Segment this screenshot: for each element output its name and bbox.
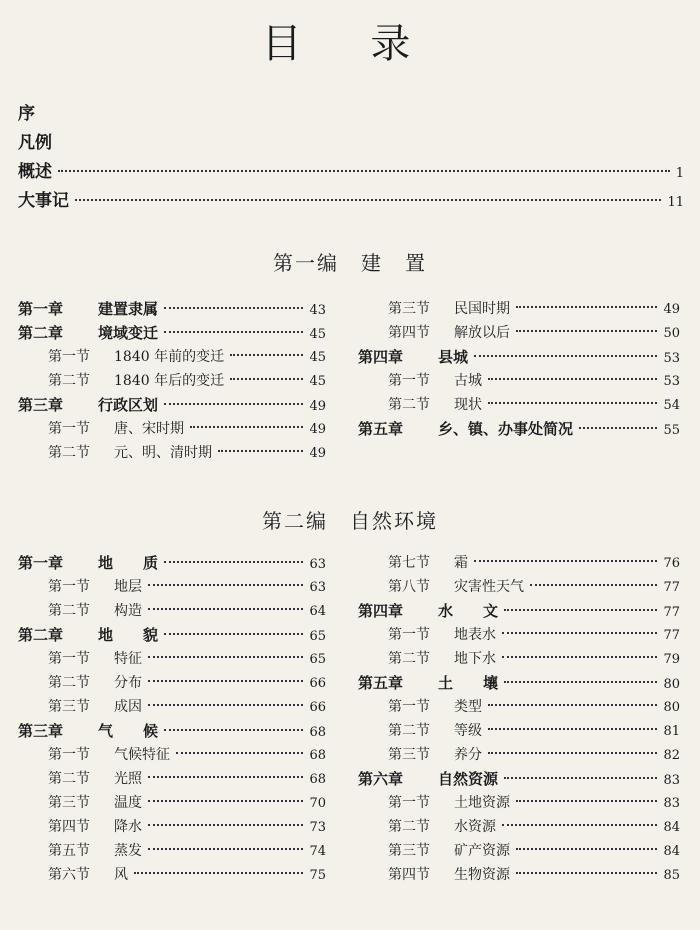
entry-label: 建置隶属 [98,300,159,318]
section-number: 第二节 [388,819,430,835]
section-number: 第四节 [388,867,430,883]
entry-label: 分布 [114,675,142,691]
entry-label: 自然资源 [438,770,499,788]
entry-label: 特征 [114,651,142,667]
page-number: 74 [309,844,326,859]
chapter-entry [358,345,680,369]
page-number: 53 [663,351,680,366]
leader-dots [148,848,303,850]
section-entry [18,671,326,695]
chapter-number: 第三章 [18,722,64,740]
leader-dots [516,872,657,874]
chapter-entry [358,599,680,623]
page-number: 83 [663,796,680,811]
section-entry [358,297,680,321]
page-number: 82 [663,748,680,763]
section-number: 第一节 [48,421,90,437]
section-number: 第二节 [388,397,430,413]
section-number: 第二节 [388,723,430,739]
page-number: 64 [309,604,326,619]
leader-dots [504,777,657,779]
section-number: 第四节 [48,819,90,835]
page-number: 63 [309,557,326,572]
section-number: 第一节 [48,651,90,667]
section-number: 第一节 [388,627,430,643]
leader-dots [148,800,303,802]
entry-label: 养分 [454,747,482,763]
page-number: 85 [663,868,680,883]
entry-label: 乡、镇、办事处简况 [438,420,574,438]
leader-dots [488,728,657,730]
page-number: 65 [309,629,326,644]
leader-dots [504,609,657,611]
section-number: 第一节 [388,699,430,715]
entry-label: 风 [114,867,128,883]
section-entry [18,441,326,465]
leader-dots [502,824,657,826]
leader-dots [516,330,657,332]
entry-label: 序 [18,104,35,124]
section-number: 第三节 [388,843,430,859]
entry-label: 元、明、清时期 [114,445,212,461]
page-number: 76 [663,556,680,571]
chapter-entry [18,297,326,321]
leader-dots [148,656,303,658]
page-number: 43 [309,303,326,318]
page-number: 49 [309,399,326,414]
part1-left-column [18,297,326,465]
entry-label: 土 壤 [438,674,499,692]
section-number: 第二节 [388,651,430,667]
section-entry [358,839,680,863]
section-entry [18,815,326,839]
entry-label: 行政区划 [98,396,159,414]
leader-dots [516,306,657,308]
entry-label: 矿产资源 [454,843,510,859]
section-number: 第一节 [388,795,430,811]
entry-label: 降水 [114,819,142,835]
leader-dots [218,450,303,452]
chapter-entry [18,321,326,345]
chapter-entry [18,551,326,575]
leader-dots [148,584,303,586]
leader-dots [502,632,657,634]
leader-dots [474,560,657,562]
chapter-entry [358,767,680,791]
section-number: 第三节 [48,699,90,715]
entry-label: 凡例 [18,133,52,153]
leader-dots [148,704,303,706]
section-number: 第二节 [48,771,90,787]
chapter-number: 第二章 [18,626,64,644]
part2-left-column [18,551,326,887]
chapter-number: 第一章 [18,300,64,318]
entry-label: 境域变迁 [98,324,159,342]
page-number: 49 [309,446,326,461]
chapter-entry [358,417,680,441]
chapter-number: 第三章 [18,396,64,414]
page-number: 80 [663,700,680,715]
entry-label: 地 质 [98,554,159,572]
toc-entry [18,187,684,216]
section-entry [18,695,326,719]
entry-label: 古城 [454,373,482,389]
section-entry [358,551,680,575]
section-entry [18,345,326,369]
entry-label: 成因 [114,699,142,715]
entry-label: 大事记 [18,191,69,211]
page-number: 68 [309,772,326,787]
leader-dots [488,402,657,404]
entry-label: 1840 年后的变迁 [114,373,225,389]
entry-label: 民国时期 [454,301,510,317]
leader-dots [190,426,303,428]
page-number: 66 [309,700,326,715]
section-entry [18,417,326,441]
chapter-number: 第二章 [18,324,64,342]
section-entry [18,863,326,887]
entry-label: 类型 [454,699,482,715]
section-number: 第二节 [48,445,90,461]
section-entry [18,767,326,791]
leader-dots [58,170,670,172]
entry-label: 气候特征 [114,747,170,763]
leader-dots [230,354,303,356]
leader-dots [148,776,303,778]
page-number: 83 [663,773,680,788]
chapter-entry [18,623,326,647]
page-number: 11 [667,195,684,210]
page-number: 1 [675,166,684,181]
section-number: 第四节 [388,325,430,341]
entry-label: 地 貌 [98,626,159,644]
entry-label: 等级 [454,723,482,739]
leader-dots [164,307,303,309]
part1-right-column [358,297,680,441]
entry-label: 地层 [114,579,142,595]
entry-label: 温度 [114,795,142,811]
section-entry [358,321,680,345]
section-number: 第二节 [48,603,90,619]
part2-title: 第二编 自然环境 [262,509,438,533]
section-number: 第三节 [388,301,430,317]
toc-entry [18,129,684,158]
page-number: 65 [309,652,326,667]
page-number: 53 [663,374,680,389]
page-number: 63 [309,580,326,595]
page-number: 49 [663,302,680,317]
leader-dots [164,403,303,405]
leader-dots [516,848,657,850]
section-number: 第二节 [48,373,90,389]
leader-dots [164,633,303,635]
section-entry [358,369,680,393]
entry-label: 气 候 [98,722,159,740]
page-title: 目 录 [261,21,439,67]
section-entry [18,839,326,863]
section-entry [358,623,680,647]
section-entry [358,647,680,671]
section-entry [18,743,326,767]
entry-label: 1840 年前的变迁 [114,349,225,365]
page-number: 81 [663,724,680,739]
page-number: 84 [663,820,680,835]
entry-label: 县城 [438,348,469,366]
entry-label: 解放以后 [454,325,510,341]
page-number: 84 [663,844,680,859]
section-entry [358,393,680,417]
leader-dots [530,584,657,586]
toc-entry [18,158,684,187]
front-matter [18,100,684,216]
chapter-entry [18,719,326,743]
page-number: 80 [663,677,680,692]
page-number: 77 [663,580,680,595]
chapter-entry [358,671,680,695]
section-number: 第三节 [388,747,430,763]
leader-dots [516,800,657,802]
part1-title: 第一编 建 置 [273,251,427,275]
page-number: 49 [309,422,326,437]
chapter-number: 第五章 [358,674,404,692]
leader-dots [164,561,303,563]
chapter-number: 第四章 [358,602,404,620]
section-entry [358,815,680,839]
leader-dots [502,656,657,658]
section-number: 第二节 [48,675,90,691]
page-number: 68 [309,725,326,740]
entry-label: 水 文 [438,602,499,620]
section-number: 第五节 [48,843,90,859]
section-entry [18,575,326,599]
section-entry [358,575,680,599]
section-entry [18,647,326,671]
section-entry [18,791,326,815]
chapter-entry [18,393,326,417]
page-number: 54 [663,398,680,413]
leader-dots [488,752,657,754]
entry-label: 土地资源 [454,795,510,811]
section-entry [18,599,326,623]
entry-label: 光照 [114,771,142,787]
page-number: 45 [309,327,326,342]
page-number: 77 [663,605,680,620]
section-number: 第一节 [48,747,90,763]
chapter-number: 第六章 [358,770,404,788]
leader-dots [134,872,303,874]
page-number: 45 [309,374,326,389]
section-entry [358,695,680,719]
chapter-number: 第四章 [358,348,404,366]
leader-dots [579,427,657,429]
section-entry [358,719,680,743]
page-number: 66 [309,676,326,691]
page-number: 70 [309,796,326,811]
leader-dots [176,752,303,754]
section-number: 第三节 [48,795,90,811]
entry-label: 水资源 [454,819,496,835]
section-number: 第八节 [388,579,430,595]
section-entry [358,743,680,767]
entry-label: 生物资源 [454,867,510,883]
leader-dots [148,824,303,826]
section-entry [358,791,680,815]
toc-entry [18,100,684,129]
page-number: 75 [309,868,326,883]
chapter-number: 第一章 [18,554,64,572]
page-number: 55 [663,423,680,438]
page-number: 73 [309,820,326,835]
leader-dots [148,680,303,682]
entry-label: 地表水 [454,627,496,643]
entry-label: 现状 [454,397,482,413]
entry-label: 构造 [114,603,142,619]
chapter-number: 第五章 [358,420,404,438]
page-number: 79 [663,652,680,667]
section-number: 第一节 [48,349,90,365]
page-number: 77 [663,628,680,643]
entry-label: 地下水 [454,651,496,667]
entry-label: 蒸发 [114,843,142,859]
entry-label: 灾害性天气 [454,579,524,595]
leader-dots [75,199,661,201]
page-number: 50 [663,326,680,341]
leader-dots [148,608,303,610]
leader-dots [230,378,303,380]
section-number: 第七节 [388,555,430,571]
section-number: 第一节 [48,579,90,595]
entry-label: 唐、宋时期 [114,421,184,437]
leader-dots [488,378,657,380]
entry-label: 概述 [18,162,52,182]
entry-label: 霜 [454,555,468,571]
page-number: 68 [309,748,326,763]
page-number: 45 [309,350,326,365]
leader-dots [164,331,303,333]
leader-dots [474,355,657,357]
leader-dots [504,681,657,683]
section-entry [358,863,680,887]
section-entry [18,369,326,393]
leader-dots [488,704,657,706]
section-number: 第六节 [48,867,90,883]
section-number: 第一节 [388,373,430,389]
part2-right-column [358,551,680,887]
leader-dots [164,729,303,731]
